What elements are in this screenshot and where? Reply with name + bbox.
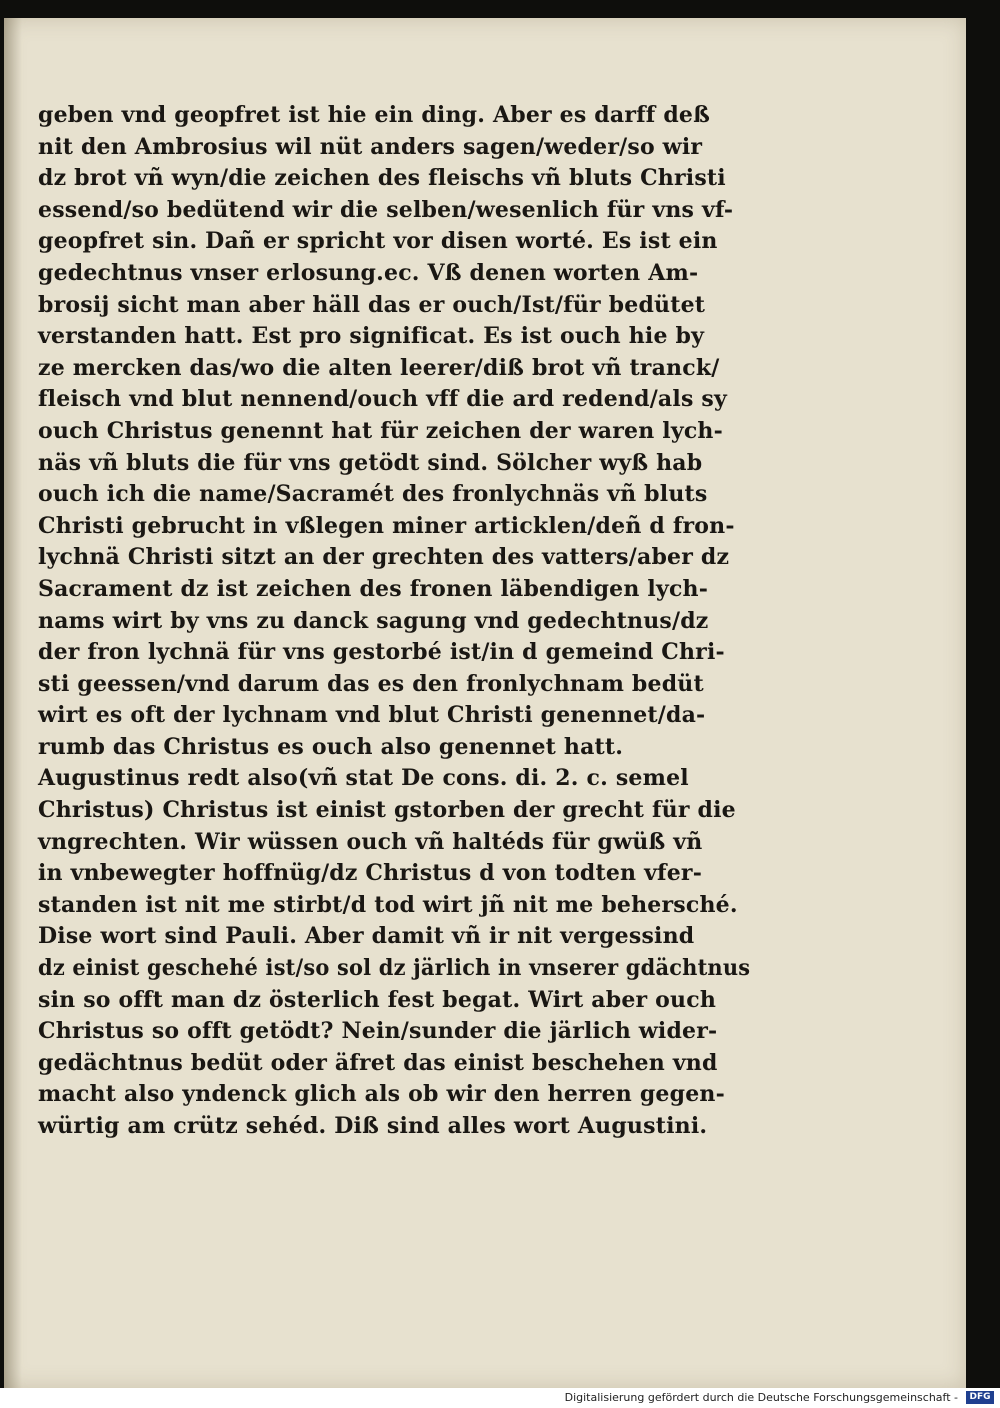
funding-credit: Digitalisierung gefördert durch die Deutsche Forschungsgemeinschaft - — [564, 1391, 958, 1404]
text-line: brosij sicht man aber häll das er ouch/Ist/für bedütet — [38, 291, 706, 318]
text-line: der fron lychnä für vns gestorbé ist/in d gemeind Chri- — [38, 639, 725, 666]
dfg-logo: DFG — [966, 1391, 994, 1404]
text-line: Sacrament dz ist zeichen des fronen läbendigen lych- — [38, 575, 709, 602]
text-line: nit den Ambrosius wil nüt anders sagen/weder/so wir — [38, 133, 703, 160]
text-line: geopfret sin. Dañ er spricht vor disen worté. Es ist ein — [38, 228, 718, 255]
text-line: dz brot vñ wyn/die zeichen des fleischs vñ bluts Christi — [38, 165, 726, 192]
text-line: in vnbewegter hoffnüg/dz Christus d von todten vfer- — [38, 860, 703, 887]
text-line: Christus so offt getödt? Nein/sunder die järlich wider- — [38, 1018, 718, 1045]
page-text-block — [38, 100, 750, 1143]
text-line: geben vnd geopfret ist hie ein ding. Aber es darff deß — [38, 102, 711, 128]
text-line: ouch Christus genennt hat für zeichen der waren lych- — [38, 417, 723, 444]
text-line: wirt es oft der lychnam vnd blut Christi genennet/da- — [38, 702, 706, 729]
text-line: Augustinus redt also(vñ stat De cons. di. 2. c. semel — [38, 765, 689, 792]
text-line: näs vñ bluts die für vns getödt sind. Sölcher wyß hab — [38, 449, 703, 476]
text-line: standen ist nit me stirbt/d tod wirt jñ nit me behersché. — [38, 891, 738, 918]
book-page — [4, 18, 966, 1388]
page-gutter-shadow — [4, 18, 22, 1388]
text-line: ouch ich die name/Sacramét des fronlychnäs vñ bluts — [38, 481, 708, 508]
text-line: fleisch vnd blut nennend/ouch vff die ard redend/als sy — [38, 386, 727, 413]
text-line: essend/so bedütend wir die selben/wesenlich für vns vf- — [38, 196, 734, 223]
text-line: Christus) Christus ist einist gstorben der grecht für die — [38, 797, 736, 824]
text-line: verstanden hatt. Est pro significat. Es ist ouch hie by — [38, 323, 705, 350]
text-line: sti geessen/vnd darum das es den fronlychnam bedüt — [38, 670, 704, 697]
text-line: vngrechten. Wir wüssen ouch vñ haltéds für gwüß vñ — [38, 828, 703, 855]
text-line: lychnä Christi sitzt an der grechten des vatters/aber dz — [38, 544, 730, 571]
text-line: Dise wort sind Pauli. Aber damit vñ ir nit vergessind — [38, 923, 695, 950]
text-line: ze mercken das/wo die alten leerer/diß brot vñ tranck/ — [38, 354, 720, 381]
text-line: nams wirt by vns zu danck sagung vnd gedechtnus/dz — [38, 607, 709, 634]
footer-bar — [0, 1388, 1000, 1408]
text-line: rumb das Christus es ouch also genennet hatt. — [38, 733, 624, 760]
text-line: macht also yndenck glich als ob wir den herren gegen- — [38, 1081, 725, 1108]
text-line: sin so offt man dz österlich fest begat. Wirt aber ouch — [38, 986, 717, 1013]
text-line: gedächtnus bedüt oder äfret das einist beschehen vnd — [38, 1049, 718, 1076]
text-line: gedechtnus vnser erlosung.ec. Vß denen worten Am- — [38, 259, 699, 286]
text-line: Christi gebrucht in vßlegen miner articklen/deñ d fron- — [38, 512, 735, 539]
text-line: würtig am crütz sehéd. Diß sind alles wort Augustini. — [38, 1113, 708, 1139]
text-line: dz einist geschehé ist/so sol dz järlich in vnserer gdächtnus — [38, 955, 751, 982]
